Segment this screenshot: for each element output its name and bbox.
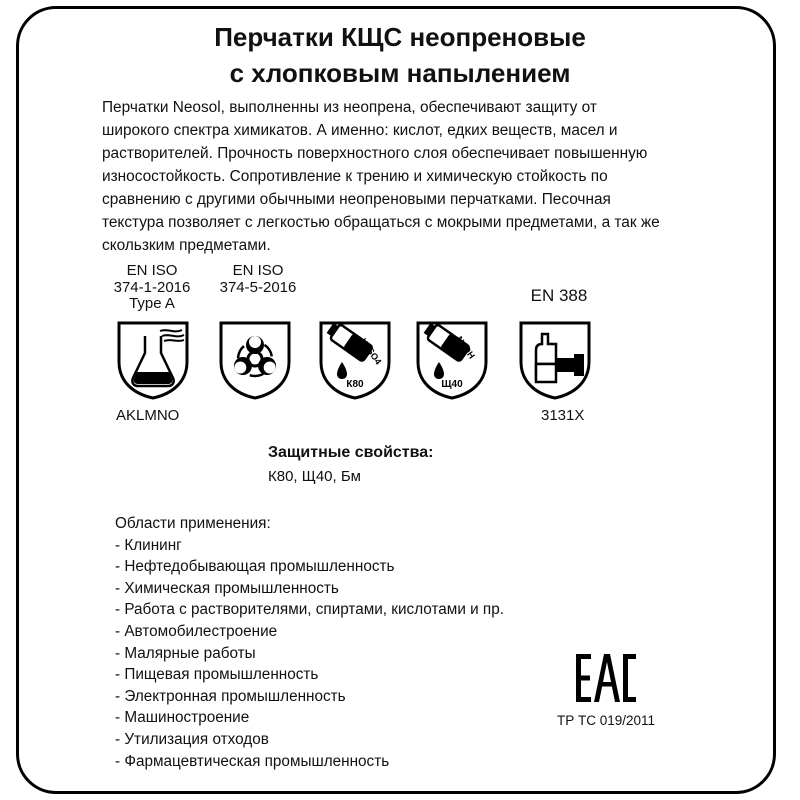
- protective-properties-title: Защитные свойства:: [268, 444, 434, 461]
- title-line-1: Перчатки КЩС неопреновые: [214, 22, 586, 52]
- list-item: - Машиностроение: [115, 709, 250, 727]
- list-item: - Фармацевтическая промышленность: [115, 752, 390, 770]
- standard-en388-label: EN 388: [530, 286, 588, 305]
- description-line: текстура позволяет с легкостью обращаться с мокрыми предметами, а так же: [102, 214, 660, 231]
- description-line: износостойкость. Сопротивление к трению и химическую стойкость по: [102, 168, 608, 185]
- list-item: - Работа с растворителями, спиртами, кислотами и пр.: [115, 601, 504, 619]
- protective-properties-value: К80, Щ40, Бм: [268, 468, 361, 485]
- chemical-flask-shield-icon: [116, 320, 190, 400]
- mechanical-hazard-shield-icon: [518, 320, 592, 400]
- description-line: широкого спектра химикатов. А именно: кислот, едких веществ, масел и: [102, 122, 618, 139]
- standard-iso374-1-code: AKLMNO: [116, 407, 180, 424]
- alkali-resistance-shield-icon: [415, 320, 489, 400]
- standard-iso374-1-label: EN ISO 374-1-2016 Type A: [113, 262, 191, 312]
- description-line: Перчатки Neosol, выполненны из неопрена, обеспечивают защиту от: [102, 99, 597, 116]
- eac-mark-icon: [574, 652, 638, 704]
- title-line-2: с хлопковым напылением: [229, 58, 571, 88]
- alkali-label: Щ40: [441, 379, 463, 390]
- list-item: - Малярные работы: [115, 644, 256, 662]
- application-areas: [115, 513, 504, 772]
- list-item: - Клининг: [115, 536, 182, 554]
- standard-iso374-5-label: EN ISO 374-5-2016: [219, 262, 297, 296]
- description-line: сравнению с другими обычными неопреновыми перчатками. Песочная: [102, 191, 611, 208]
- list-item: - Нефтедобывающая промышленность: [115, 558, 395, 576]
- description-line: скользким предметами.: [102, 237, 271, 254]
- acid-label: К80: [346, 379, 364, 390]
- standard-en388-code: 3131X: [541, 407, 585, 424]
- list-item: - Пищевая промышленность: [115, 666, 319, 684]
- certification-text: ТР ТС 019/2011: [557, 713, 656, 728]
- application-areas-title: Области применения:: [115, 515, 271, 532]
- biohazard-shield-icon: [218, 320, 292, 400]
- acid-resistance-shield-icon: [318, 320, 392, 400]
- list-item: - Химическая промышленность: [115, 579, 339, 597]
- list-item: - Автомобилестроение: [115, 622, 278, 640]
- description: [102, 96, 712, 257]
- list-item: - Электронная промышленность: [115, 687, 346, 705]
- acid-formula: H2SO4: [358, 336, 384, 367]
- description-line: растворителей. Прочность поверхностного слоя обеспечивает повышенную: [102, 145, 648, 162]
- list-item: - Утилизация отходов: [115, 730, 269, 748]
- alkali-formula: NaOH: [454, 334, 477, 361]
